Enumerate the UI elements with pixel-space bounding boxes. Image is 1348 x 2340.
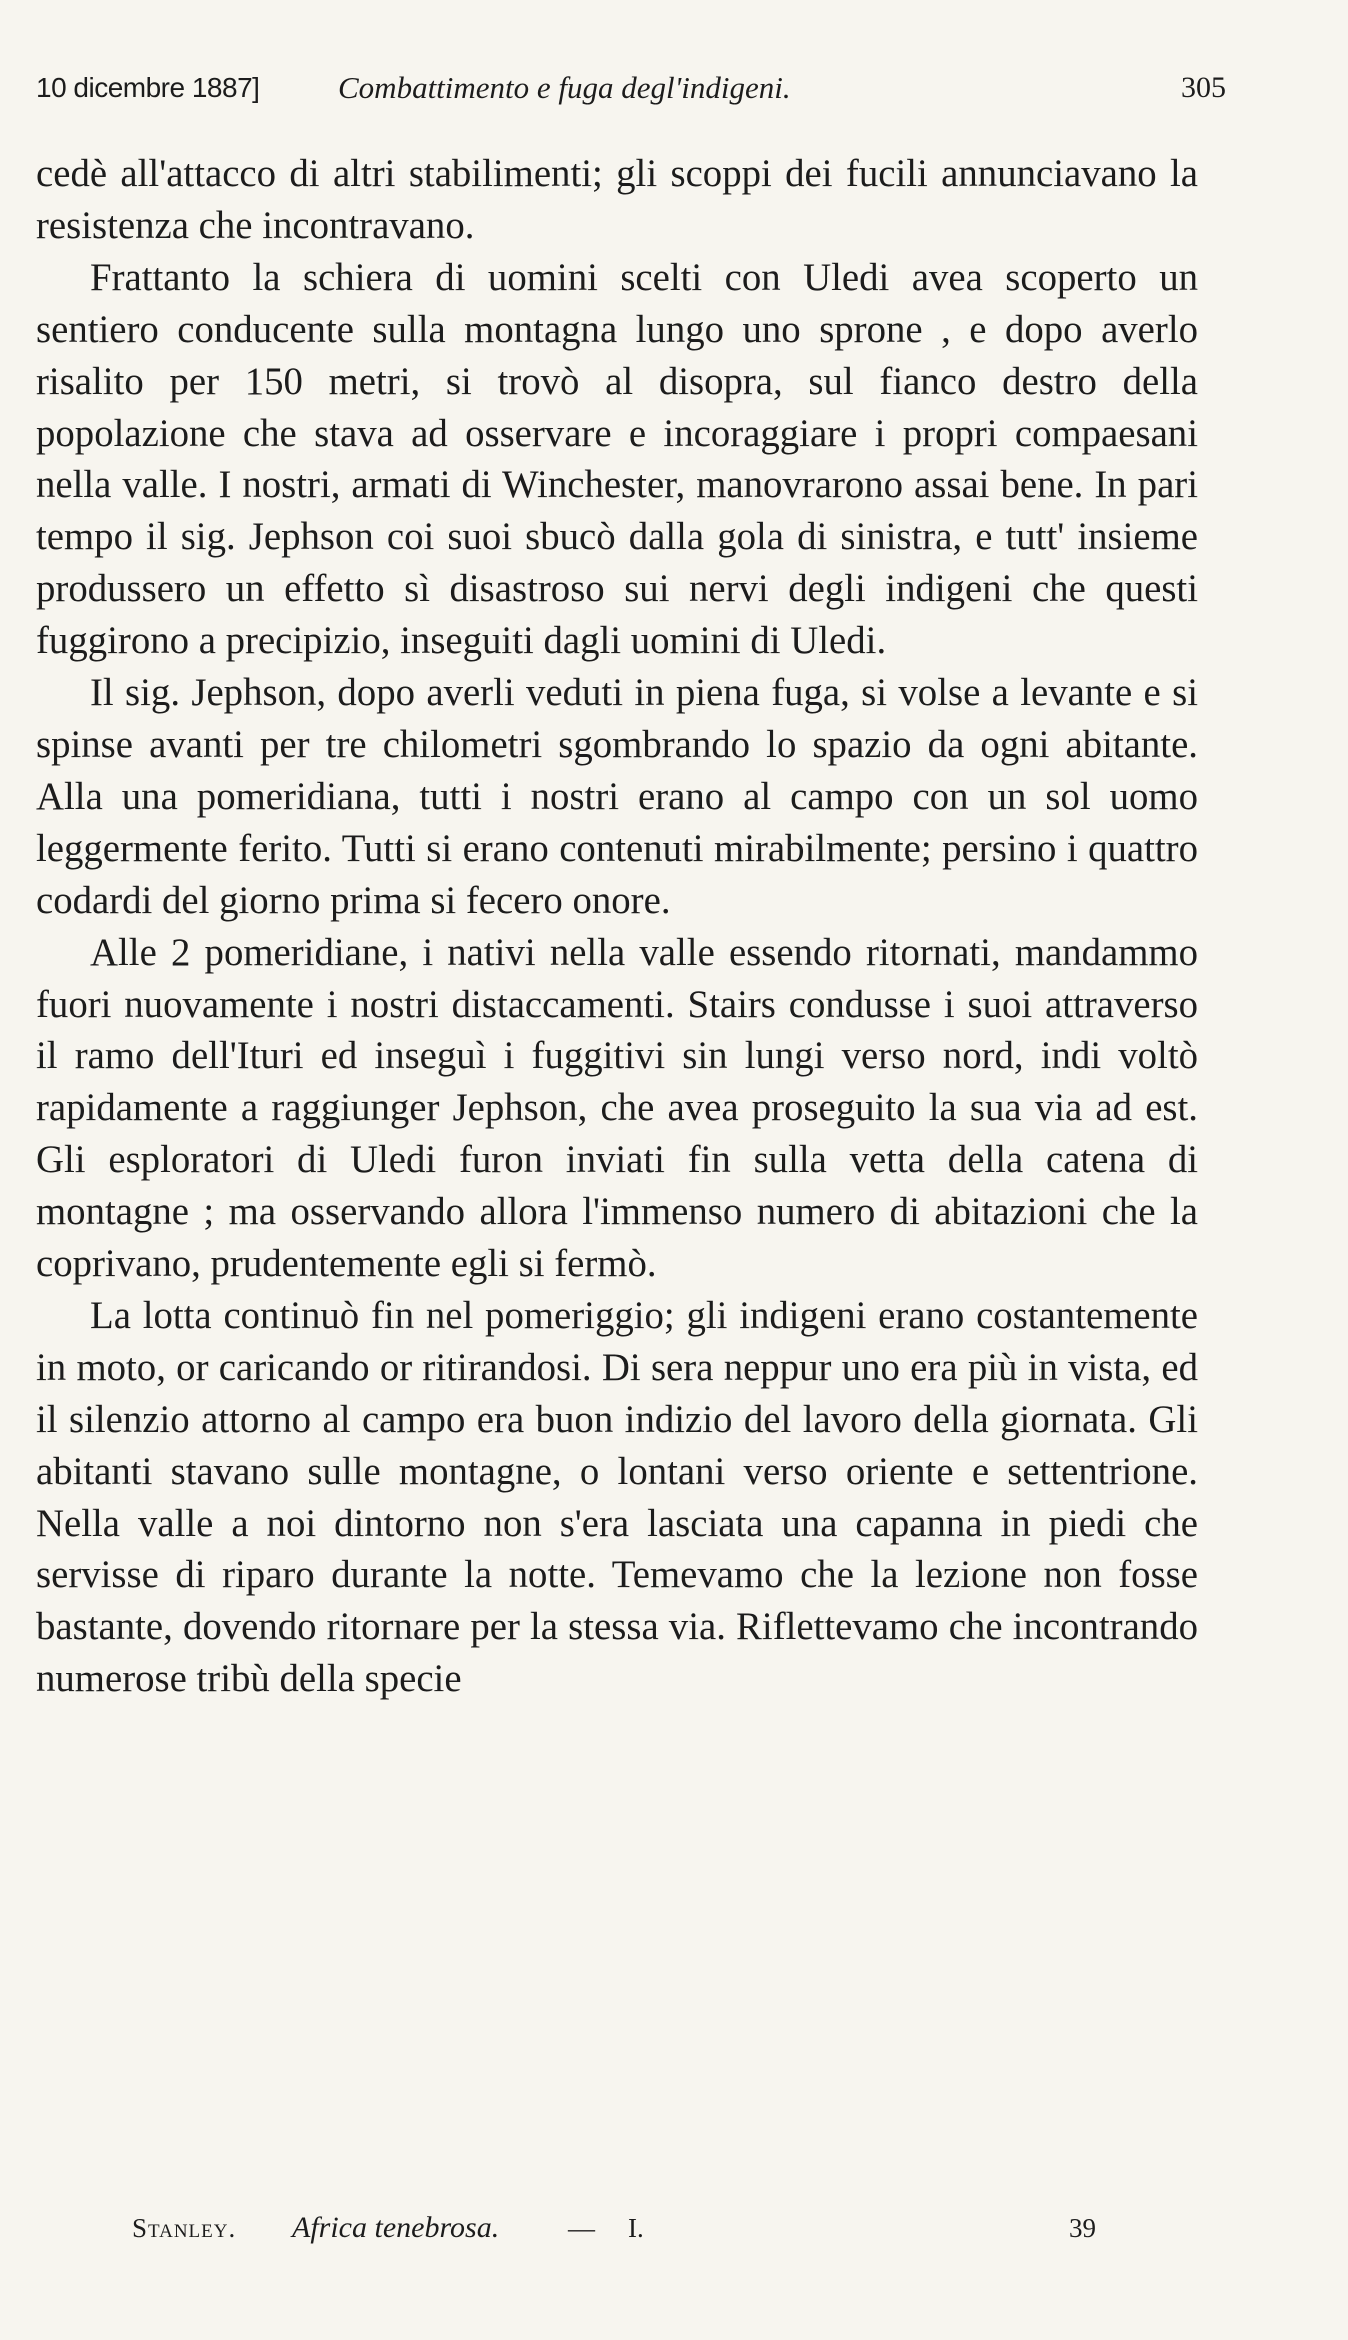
body-text: [36, 148, 1198, 1705]
footer-author: Stanley.: [132, 2213, 237, 2243]
signature-mark: 39: [1069, 2213, 1096, 2243]
footer-book-title: Africa tenebrosa.: [292, 2211, 500, 2244]
page-number: 305: [1181, 71, 1226, 104]
paragraph-4: Alle 2 pomeridiane, i nativi nella valle essendo ritornati, mandammo fuori nuovamente i nostri distaccamenti. Stairs condusse i suoi attraverso il ramo dell'Ituri ed inseguì i fuggitivi sin lungi verso nord, indi voltò rapidamente a raggiunger Jephson, che avea proseguito la sua via ad est. Gli esploratori di Uledi furon inviati fin sulla vetta della catena di montagne ; ma osservando allora l'immenso numero di abitazioni che la coprivano, prudentemente egli si fermò.: [36, 930, 1198, 1286]
paragraph-1: cedè all'attacco di altri stabilimenti; gli scoppi dei fucili annunciavano la resistenza che incontravano.: [36, 152, 1198, 247]
paragraph-5: La lotta continuò fin nel pomeriggio; gli indigeni erano costantemente in moto, or caricando or ritirandosi. Di sera neppur uno era più in vista, ed il silenzio attorno al campo era buon indizio del lavoro della giornata. Gli abitanti stavano sulle montagne, o lontani verso oriente e settentrione. Nella valle a noi dintorno non s'era lasciata una capanna in piedi che servisse di riparo durante la notte. Temevamo che la lezione non fosse bastante, dovendo ritornare per la stessa via. Riflettevamo che incontrando numerose tribù della specie: [36, 1293, 1198, 1701]
paragraph-2: Frattanto la schiera di uomini scelti con Uledi avea scoperto un sentiero conducente sulla montagna lungo uno sprone , e dopo averlo risalito per 150 metri, si trovò al disopra, sul fianco destro della popolazione che stava ad osservare e incoraggiare i propri compaesani nella valle. I nostri, armati di Winchester, manovrarono assai bene. In pari tempo il sig. Jephson coi suoi sbucò dalla gola di sinistra, e tutt' insieme produssero un effetto sì disastroso sui nervi degli indigeni che questi fuggirono a precipizio, inseguiti dagli uomini di Uledi.: [36, 255, 1198, 663]
running-title: Combattimento e fuga degl'indigeni.: [338, 70, 791, 105]
header-date: 10 dicembre 1887]: [36, 72, 260, 103]
page-header: [36, 68, 1226, 108]
footer-dash: —: [568, 2213, 595, 2243]
paragraph-3: Il sig. Jephson, dopo averli veduti in piena fuga, si volse a levante e si spinse avanti per tre chilometri sgombrando lo spazio da ogni abitante. Alla una pomeridiana, tutti i nostri erano al campo con un sol uomo leggermente ferito. Tutti si erano contenuti mirabilmente; persino i quattro codardi del giorno prima si fecero onore.: [36, 671, 1198, 922]
page-footer: [36, 2210, 1096, 2246]
footer-volume: I.: [628, 2213, 644, 2243]
